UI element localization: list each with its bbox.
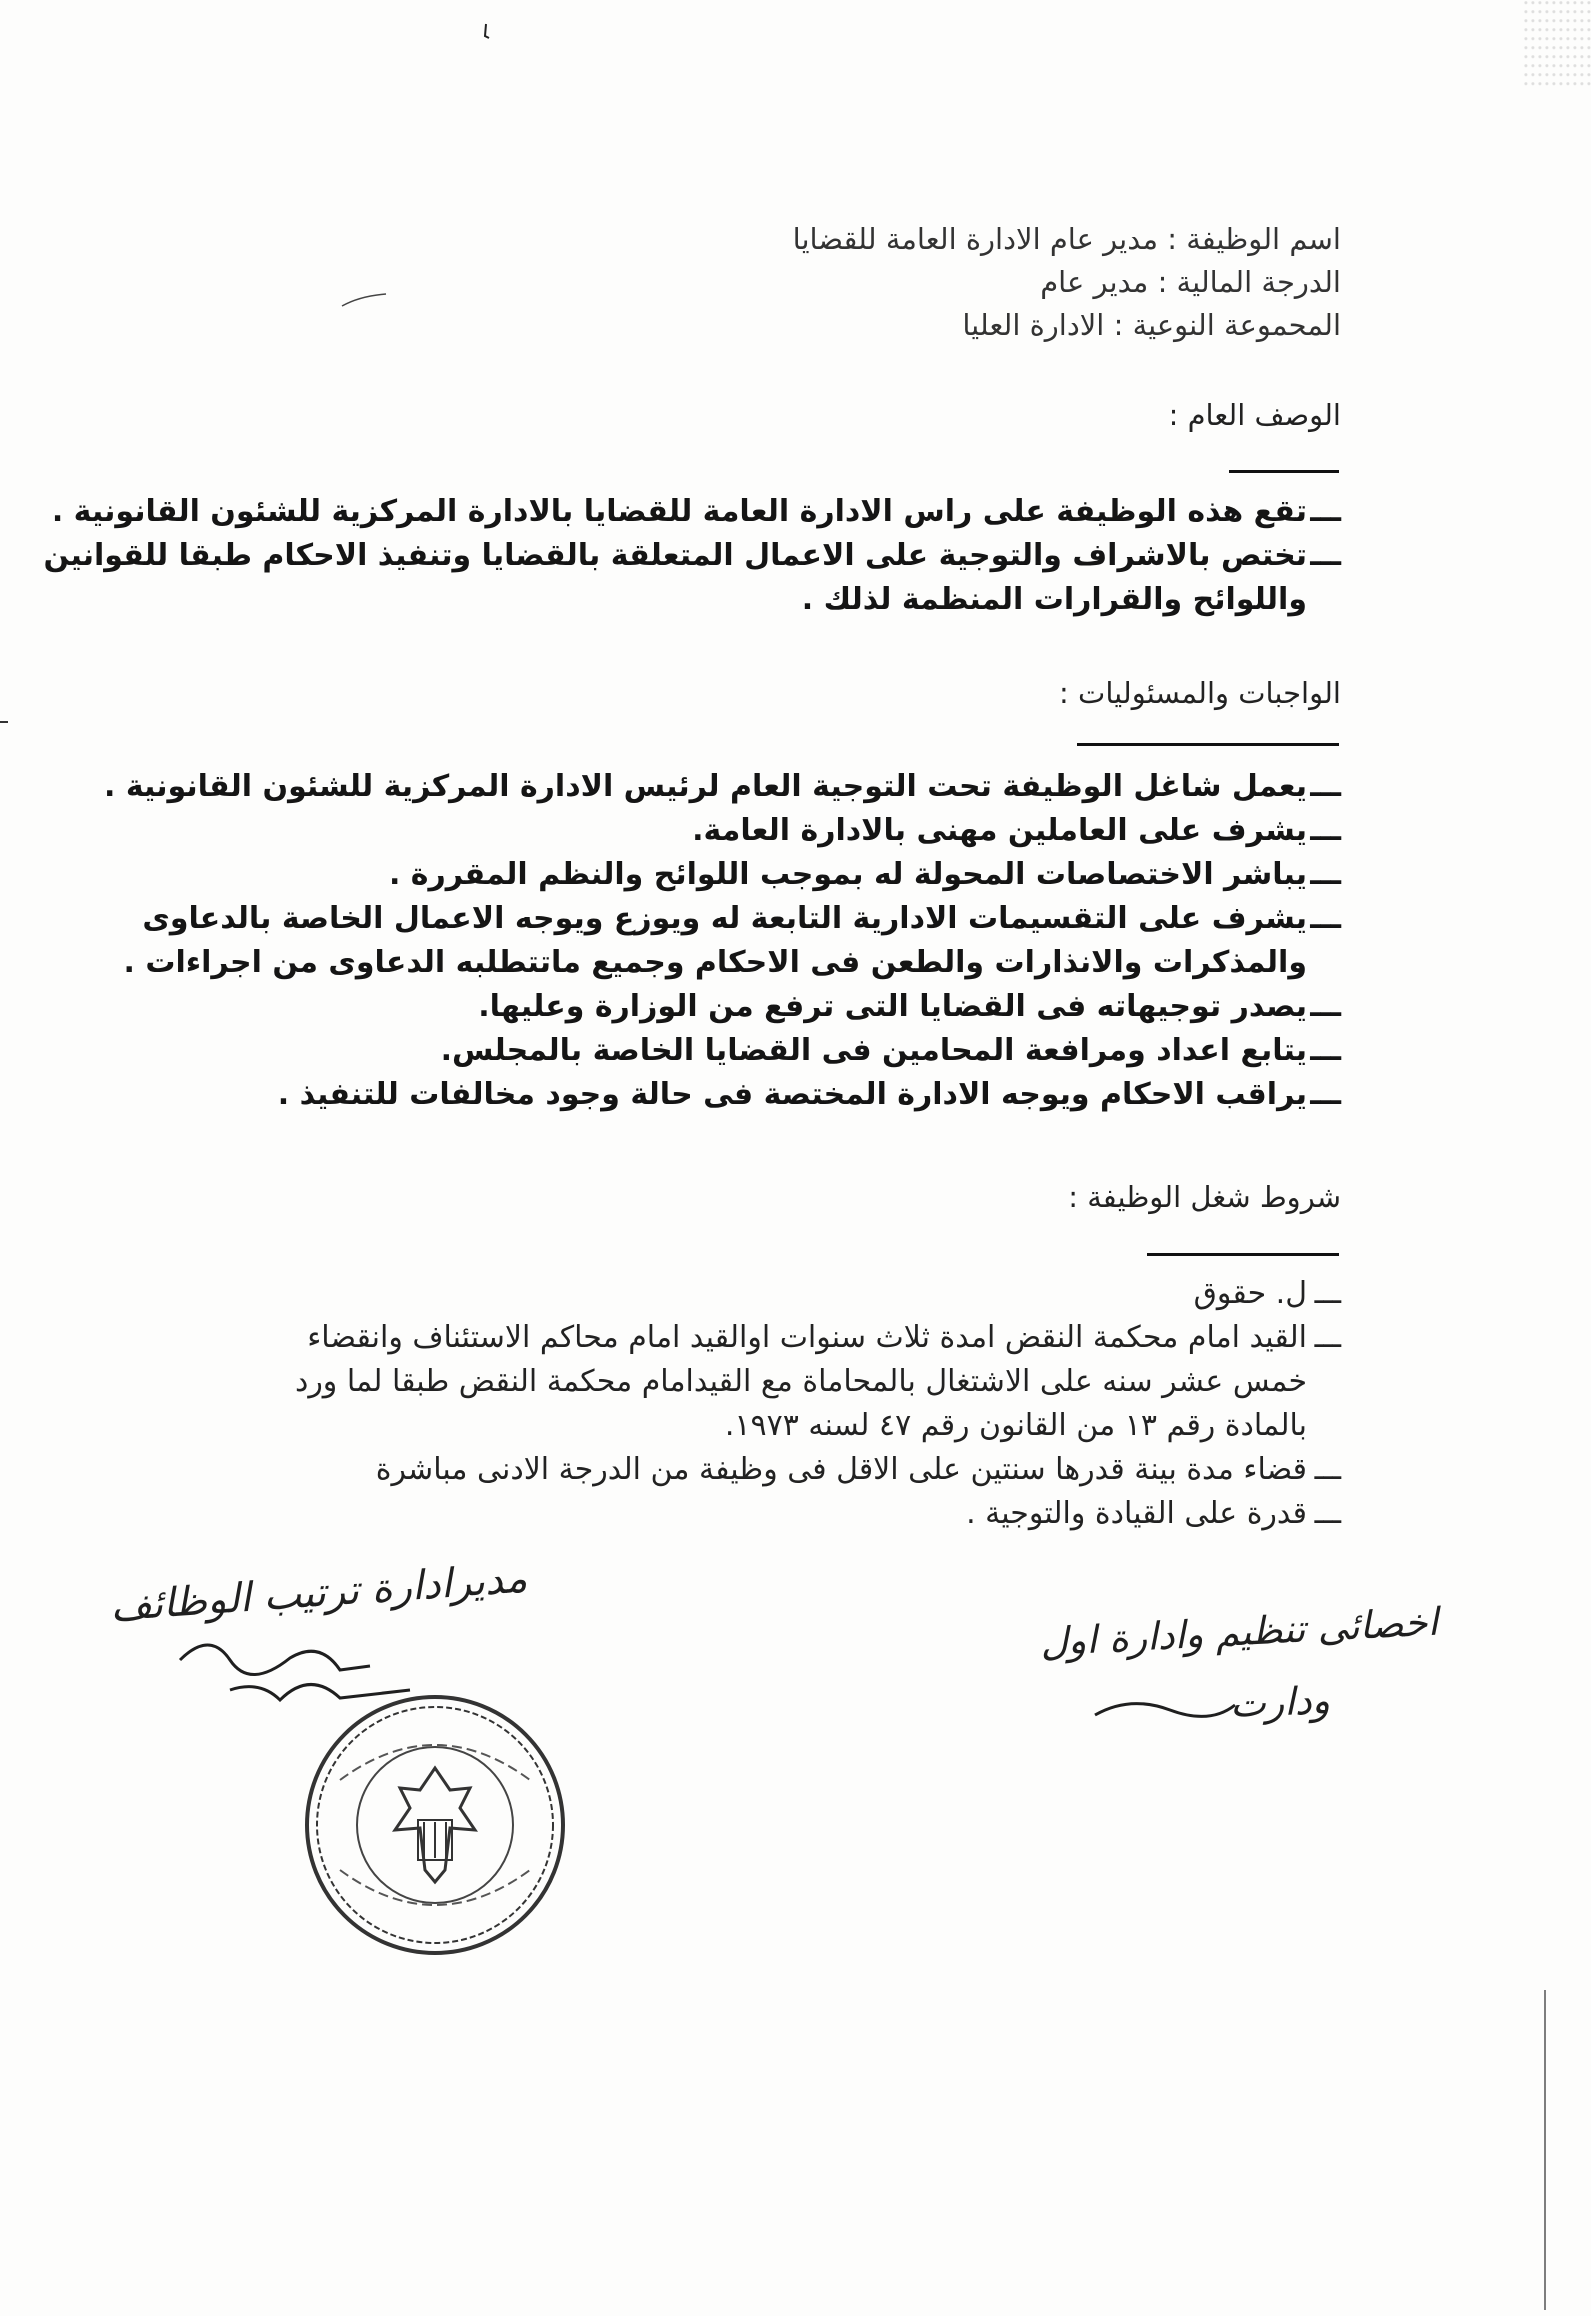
official-seal xyxy=(300,1690,570,1960)
list-item: ـــل. حقوق xyxy=(1193,1276,1341,1311)
list-item: ـــالقيد امام محكمة النقض امدة ثلاث سنوات اوالقيد امام محاكم الاستئناف وانقضاء xyxy=(307,1320,1341,1355)
financial-grade: الدرجة المالية : مدير عام xyxy=(1040,265,1341,299)
handwritten-right-note-2: ودارت xyxy=(1229,1678,1331,1726)
conditions-title: شروط شغل الوظيفة : xyxy=(1068,1180,1341,1214)
list-item: ـــيشرف على العاملين مهنى بالادارة العامة. xyxy=(692,813,1341,848)
general-description-title: الوصف العام : xyxy=(1168,398,1341,432)
duties-list xyxy=(104,765,1341,1117)
document-header xyxy=(793,218,1341,347)
list-item: ـــتختص بالاشراف والتوجية على الاعمال المتعلقة بالقضايا وتنفيذ الاحكام طبقا للقوانين xyxy=(43,538,1341,573)
list-item: ـــيباشر الاختصاصات المحولة له بموجب اللوائح والنظم المقررة . xyxy=(388,857,1341,892)
general-description-list xyxy=(43,490,1341,622)
stray-mark xyxy=(340,292,388,308)
list-item: ـــقضاء مدة بينة قدرها سنتين على الاقل فى وظيفة من الدرجة الادنى مباشرة xyxy=(375,1452,1341,1487)
scan-noise xyxy=(1521,0,1591,90)
list-item: ـــيشرف على التقسيمات الادارية التابعة له ويوزع ويوجه الاعمال الخاصة بالدعاوى xyxy=(142,901,1341,936)
job-group: المحموعة النوعية : الادارة العليا xyxy=(962,308,1341,342)
list-item: ـــقدرة على القيادة والتوجية . xyxy=(966,1496,1341,1531)
handwritten-signature xyxy=(1090,1690,1240,1730)
list-item: ـــيصدر توجيهاته فى القضايا التى ترفع من الوزارة وعليها. xyxy=(478,989,1341,1024)
stray-mark xyxy=(480,22,492,40)
list-item-continuation: بالمادة رقم ١٣ من القانون رقم ٤٧ لسنه ١٩٧٣. xyxy=(724,1408,1307,1443)
list-item: ـــتقع هذه الوظيفة على راس الادارة العامة للقضايا بالادارة المركزية للشئون القانونية . xyxy=(51,494,1341,529)
list-item-continuation: خمس عشر سنه على الاشتغال بالمحاماة مع القيدامام محكمة النقض طبقا لما ورد xyxy=(294,1364,1307,1399)
list-item: ـــيعمل شاغل الوظيفة تحت التوجية العام لرئيس الادارة المركزية للشئون القانونية . xyxy=(104,769,1341,804)
section-underline xyxy=(1147,1253,1339,1256)
conditions-list xyxy=(295,1272,1341,1536)
list-item: ـــيتابع اعداد ومرافعة المحامين فى القضايا الخاصة بالمجلس. xyxy=(440,1033,1341,1068)
section-underline xyxy=(1077,743,1339,746)
handwritten-right-note: اخصائى تنظيم وادارة اول xyxy=(1039,1599,1440,1665)
list-item: ـــيراقب الاحكام ويوجه الادارة المختصة فى حالة وجود مخالفات للتنفيذ . xyxy=(277,1077,1341,1112)
scan-edge-line xyxy=(1540,1990,1550,2310)
stray-mark xyxy=(0,720,8,724)
list-item-continuation: والمذكرات والانذارات والطعن فى الاحكام وجميع ماتتطلبه الدعاوى من اجراءات . xyxy=(123,945,1307,980)
job-title: اسم الوظيفة : مدير عام الادارة العامة للقضايا xyxy=(792,222,1341,256)
section-underline xyxy=(1229,470,1339,473)
list-item-continuation: واللوائح والقرارات المنظمة لذلك . xyxy=(801,582,1307,617)
duties-title: الواجبات والمسئوليات : xyxy=(1059,676,1341,710)
handwritten-left-note: مديرادارة ترتيب الوظائف xyxy=(108,1555,529,1631)
